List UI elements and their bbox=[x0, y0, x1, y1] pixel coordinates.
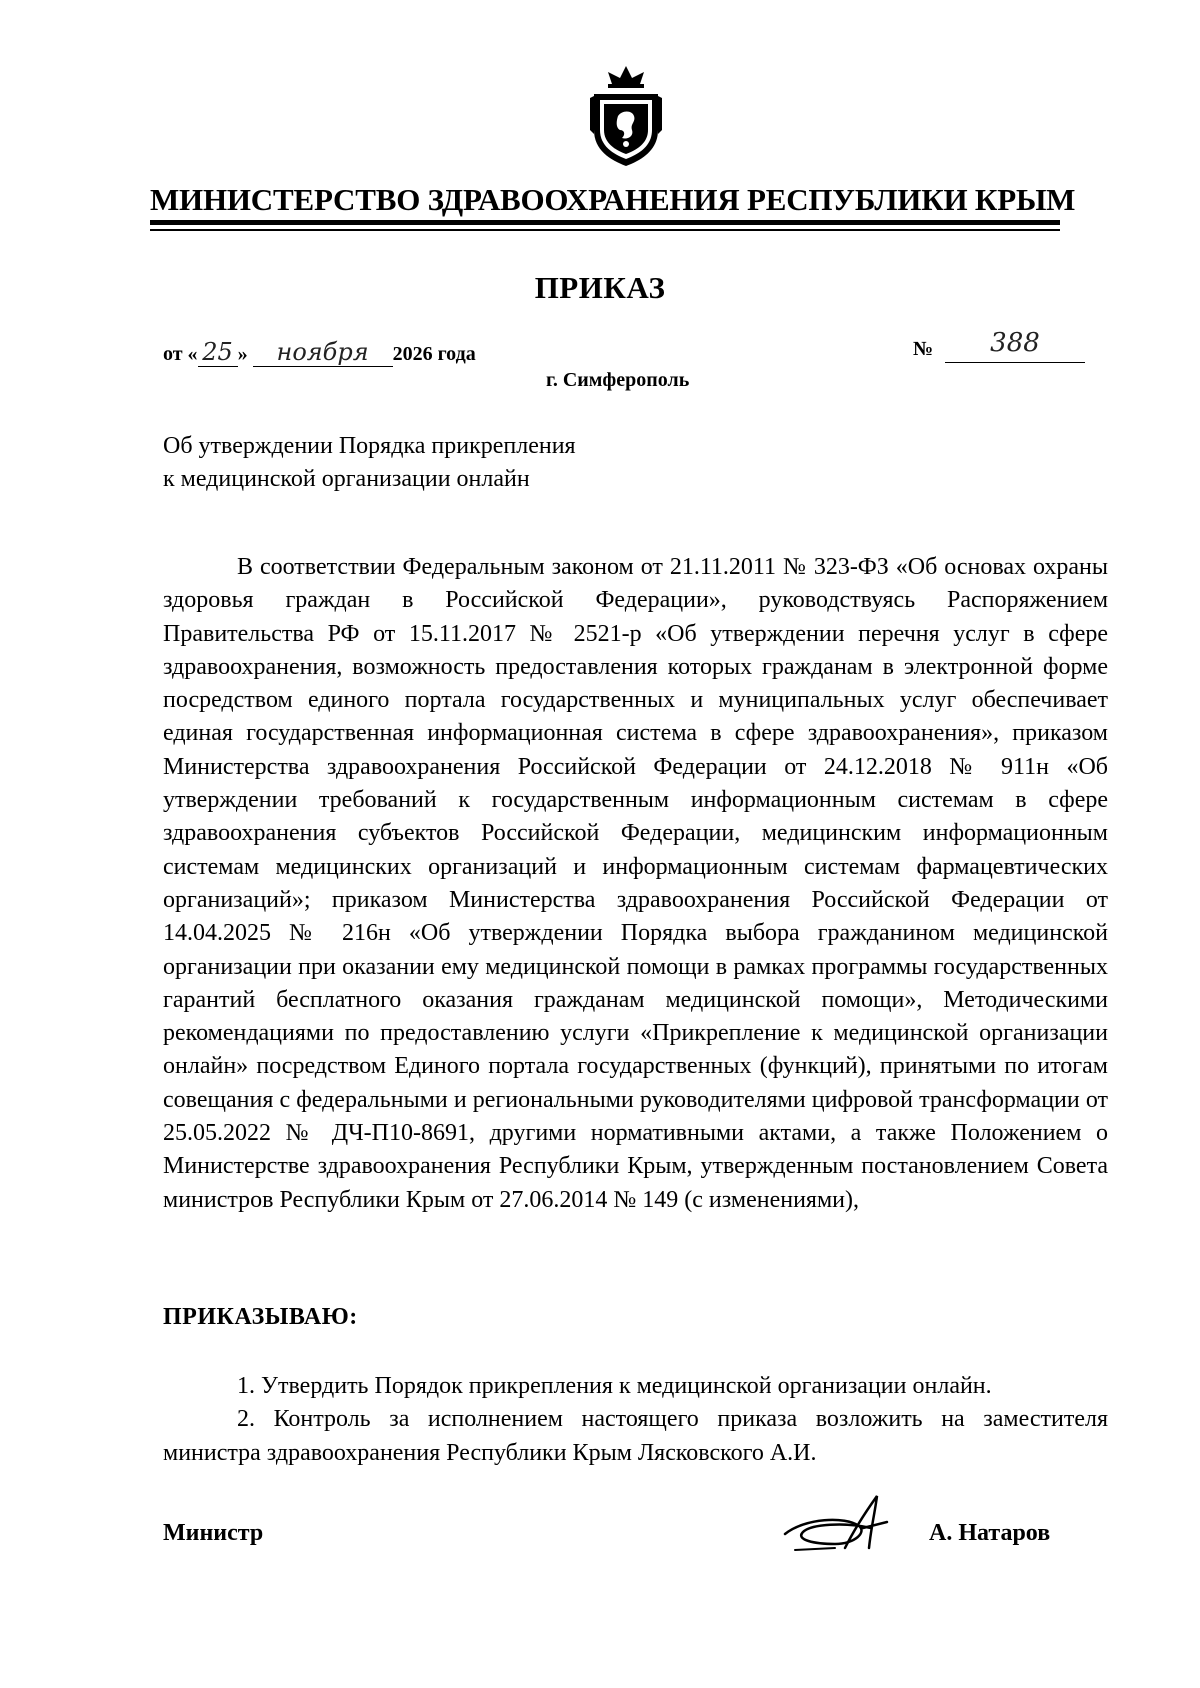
signatory-name: А. Натаров bbox=[929, 1520, 1051, 1546]
signatory-title: Министр bbox=[163, 1520, 264, 1546]
subject-line-1: Об утверждении Порядка прикрепления bbox=[163, 433, 576, 459]
header-rule-thin bbox=[150, 229, 1060, 231]
order-items bbox=[163, 1370, 1108, 1470]
preamble-paragraph: В соответствии Федеральным законом от 21.11.2011 № 323-ФЗ «Об основах охраны здоровья граждан в Российской Федерации», руководствуясь Распоряжением Правительства РФ от 15.11.2017 № 2521-р «Об утверждении перечня услуг в сфере здравоохранения, возможность предоставления которых гражданам в электронной форме посредством единого портала государственных и муниципальных услуг обеспечивает единая государственная информационная система в сфере здравоохранения», приказом Министерства здравоохранения Российской Федерации от 24.12.2018 № 911н «Об утверждении требований к государственным информационным системам в сфере здравоохранения субъектов Российской Федерации, медицинским информационным системам медицинских организаций и информационным системам фармацевтических организаций»; приказом Министерства здравоохранения Российской Федерации от 14.04.2025 № 216н «Об утверждении Порядка выбора гражданином медицинской организации при оказании ему медицинской помощи в рамках программы государственных гарантий бесплатного оказания гражданам медицинской помощи», Методическими рекомендациями по предоставлению услуги «Прикрепление к медицинской организации онлайн» посредством Единого портала государственных (функций), принятыми по итогам совещания с федеральными и региональными руководителями цифровой трансформации от 25.05.2022 № ДЧ-П10-8691, другими нормативными актами, а также Положением о Министерстве здравоохранения Республики Крым, утвержденным постановлением Совета министров Республики Крым от 27.06.2014 № 149 (с изменениями), bbox=[163, 554, 1108, 1213]
order-date bbox=[163, 338, 476, 367]
ministry-name: МИНИСТЕРСТВО ЗДРАВООХРАНЕНИЯ РЕСПУБЛИКИ КРЫМ bbox=[150, 182, 1076, 217]
subject-line-2: к медицинской организации онлайн bbox=[163, 466, 530, 492]
date-mid: » bbox=[237, 343, 248, 365]
order-number-label: № bbox=[913, 338, 934, 360]
date-prefix: от « bbox=[163, 343, 198, 365]
date-day: 25 bbox=[198, 338, 238, 367]
document-type: ПРИКАЗ bbox=[534, 270, 666, 305]
order-subject bbox=[163, 430, 576, 496]
order-heading: ПРИКАЗЫВАЮ: bbox=[163, 1304, 358, 1330]
date-year: 2026 года bbox=[392, 343, 476, 365]
date-month: ноября bbox=[253, 338, 393, 367]
order-item-1: 1. Утвердить Порядок прикрепления к медицинской организации онлайн. bbox=[237, 1373, 992, 1399]
crimea-coat-of-arms-icon bbox=[588, 64, 664, 168]
order-number-value: 388 bbox=[945, 328, 1085, 363]
header-rule-thick bbox=[150, 220, 1060, 225]
handwritten-signature-icon bbox=[775, 1488, 905, 1568]
city: г. Симферополь bbox=[546, 369, 690, 391]
order-item-2: 2. Контроль за исполнением настоящего приказа возложить на заместителя министра здравоохранения Республики Крым Лясковского А.И. bbox=[163, 1406, 1108, 1466]
